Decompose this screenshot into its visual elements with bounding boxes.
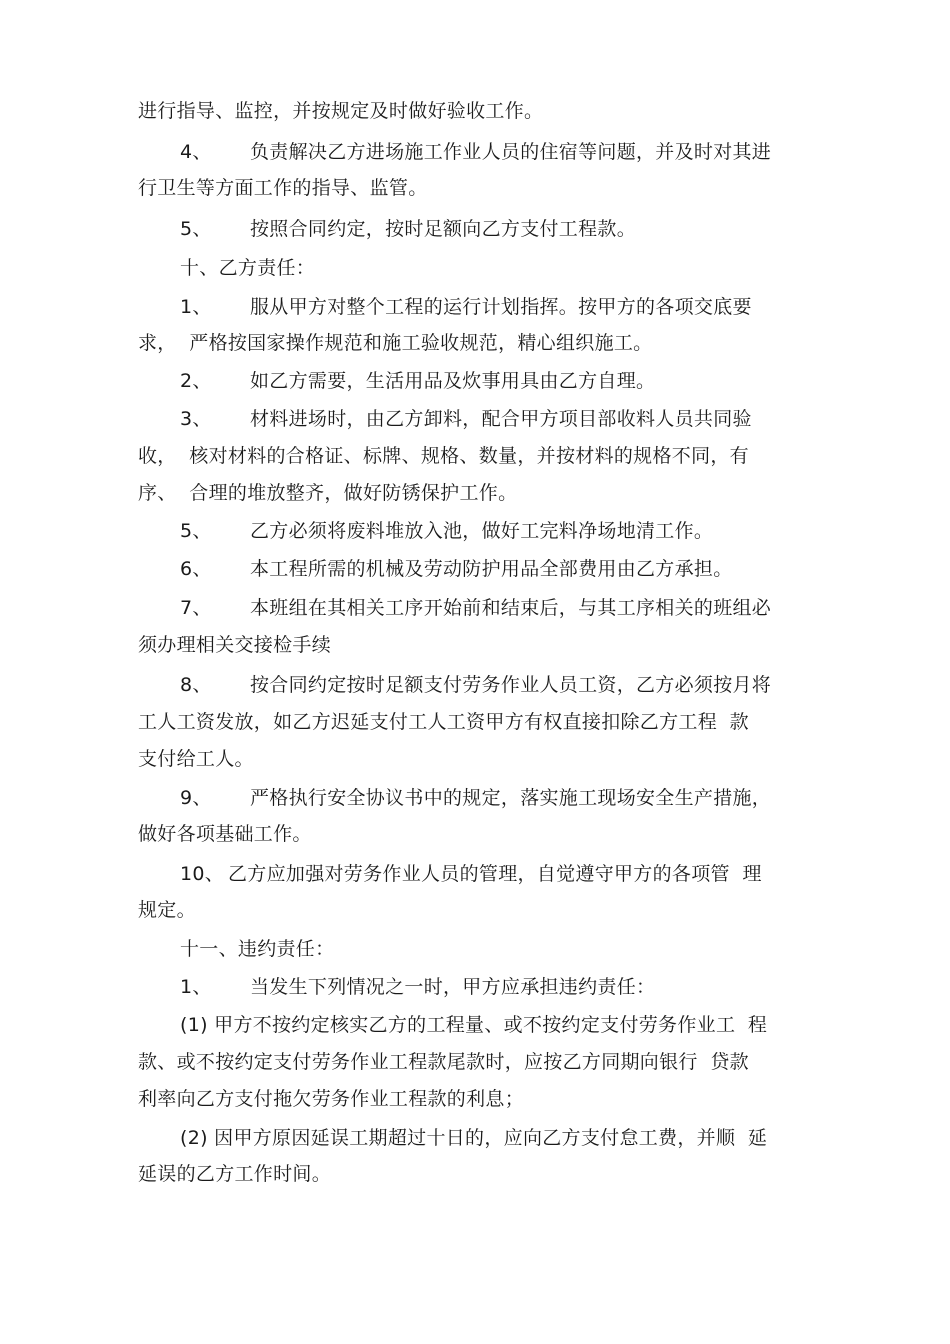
item-number: 5、	[180, 218, 212, 240]
line-text: 本班组在其相关工序开始前和结束后，与其工序相关的班组必	[250, 597, 772, 619]
sub-item	[180, 1013, 767, 1037]
numbered-item	[180, 295, 752, 319]
line-text: 行卫生等方面工作的指导、监管。	[138, 177, 428, 199]
line-text: 做好各项基础工作。	[138, 823, 312, 845]
text-line	[138, 1050, 749, 1074]
section-heading	[180, 937, 334, 961]
item-number: 8、	[180, 674, 212, 696]
text-line	[138, 176, 428, 200]
text-line	[138, 481, 517, 505]
line-text: 序、 合理的堆放整齐，做好防锈保护工作。	[138, 482, 518, 504]
line-text: 工人工资发放，如乙方迟延支付工人工资甲方有权直接扣除乙方工程 款	[138, 711, 749, 733]
item-number: 3、	[180, 408, 212, 430]
numbered-item	[180, 786, 771, 810]
item-number: 5、	[180, 520, 212, 542]
numbered-item	[180, 557, 733, 581]
item-number: 6、	[180, 558, 212, 580]
line-text: 乙方应加强对劳务作业人员的管理，自觉遵守甲方的各项管 理	[228, 863, 762, 885]
heading-text: 十、乙方责任：	[180, 257, 316, 279]
text-line	[138, 444, 749, 468]
text-line	[138, 747, 254, 771]
line-text: 按合同约定按时足额支付劳务作业人员工资，乙方必须按月将	[250, 674, 772, 696]
text-line	[138, 331, 652, 355]
text-line	[138, 633, 331, 657]
line-text: (2) 因甲方原因延误工期超过十日的，应向乙方支付怠工费，并顺 延	[180, 1127, 768, 1149]
text-line	[138, 710, 749, 734]
numbered-item	[180, 673, 771, 697]
line-text: 利率向乙方支付拖欠劳务作业工程款的利息；	[138, 1088, 525, 1110]
numbered-item	[180, 596, 771, 620]
line-text: 严格执行安全协议书中的规定，落实施工现场安全生产措施，	[250, 787, 772, 809]
numbered-item	[180, 140, 771, 164]
line-text: 按照合同约定，按时足额向乙方支付工程款。	[250, 218, 637, 240]
item-number: 9、	[180, 787, 212, 809]
line-text: 材料进场时，由乙方卸料，配合甲方项目部收料人员共同验	[250, 408, 752, 430]
text-line	[138, 822, 312, 846]
numbered-item	[180, 975, 655, 999]
item-number: 4、	[180, 141, 212, 163]
line-text: (1) 甲方不按约定核实乙方的工程量、或不按约定支付劳务作业工 程	[180, 1014, 768, 1036]
line-text: 支付给工人。	[138, 748, 254, 770]
text-line	[138, 1087, 524, 1111]
line-text: 如乙方需要，生活用品及炊事用具由乙方自理。	[250, 370, 656, 392]
line-text: 须办理相关交接检手续	[138, 634, 332, 656]
line-text: 当发生下列情况之一时，甲方应承担违约责任：	[250, 976, 656, 998]
line-text: 负责解决乙方进场施工作业人员的住宿等问题，并及时对其进	[250, 141, 772, 163]
line-text: 收， 核对材料的合格证、标牌、规格、数量，并按材料的规格不同，有	[138, 445, 749, 467]
item-number: 1、	[180, 296, 212, 318]
line-text: 款、或不按约定支付劳务作业工程款尾款时，应按乙方同期向银行 贷款	[138, 1051, 749, 1073]
text-line	[138, 1162, 331, 1186]
section-heading	[180, 256, 315, 280]
numbered-item	[180, 862, 762, 886]
line-text: 乙方必须将废料堆放入池，做好工完料净场地清工作。	[250, 520, 714, 542]
line-text: 服从甲方对整个工程的运行计划指挥。按甲方的各项交底要	[250, 296, 752, 318]
item-number: 7、	[180, 597, 212, 619]
text-line	[138, 99, 543, 123]
text-line	[138, 898, 196, 922]
sub-item	[180, 1126, 767, 1150]
item-number: 10、	[180, 863, 225, 885]
line-text: 进行指导、监控，并按规定及时做好验收工作。	[138, 100, 544, 122]
line-text: 规定。	[138, 899, 196, 921]
line-text: 本工程所需的机械及劳动防护用品全部费用由乙方承担。	[250, 558, 733, 580]
numbered-item	[180, 407, 752, 431]
numbered-item	[180, 217, 636, 241]
numbered-item	[180, 369, 655, 393]
line-text: 延误的乙方工作时间。	[138, 1163, 332, 1185]
heading-text: 十一、违约责任：	[180, 938, 335, 960]
numbered-item	[180, 519, 713, 543]
item-number: 2、	[180, 370, 212, 392]
line-text: 求， 严格按国家操作规范和施工验收规范，精心组织施工。	[138, 332, 653, 354]
item-number: 1、	[180, 976, 212, 998]
